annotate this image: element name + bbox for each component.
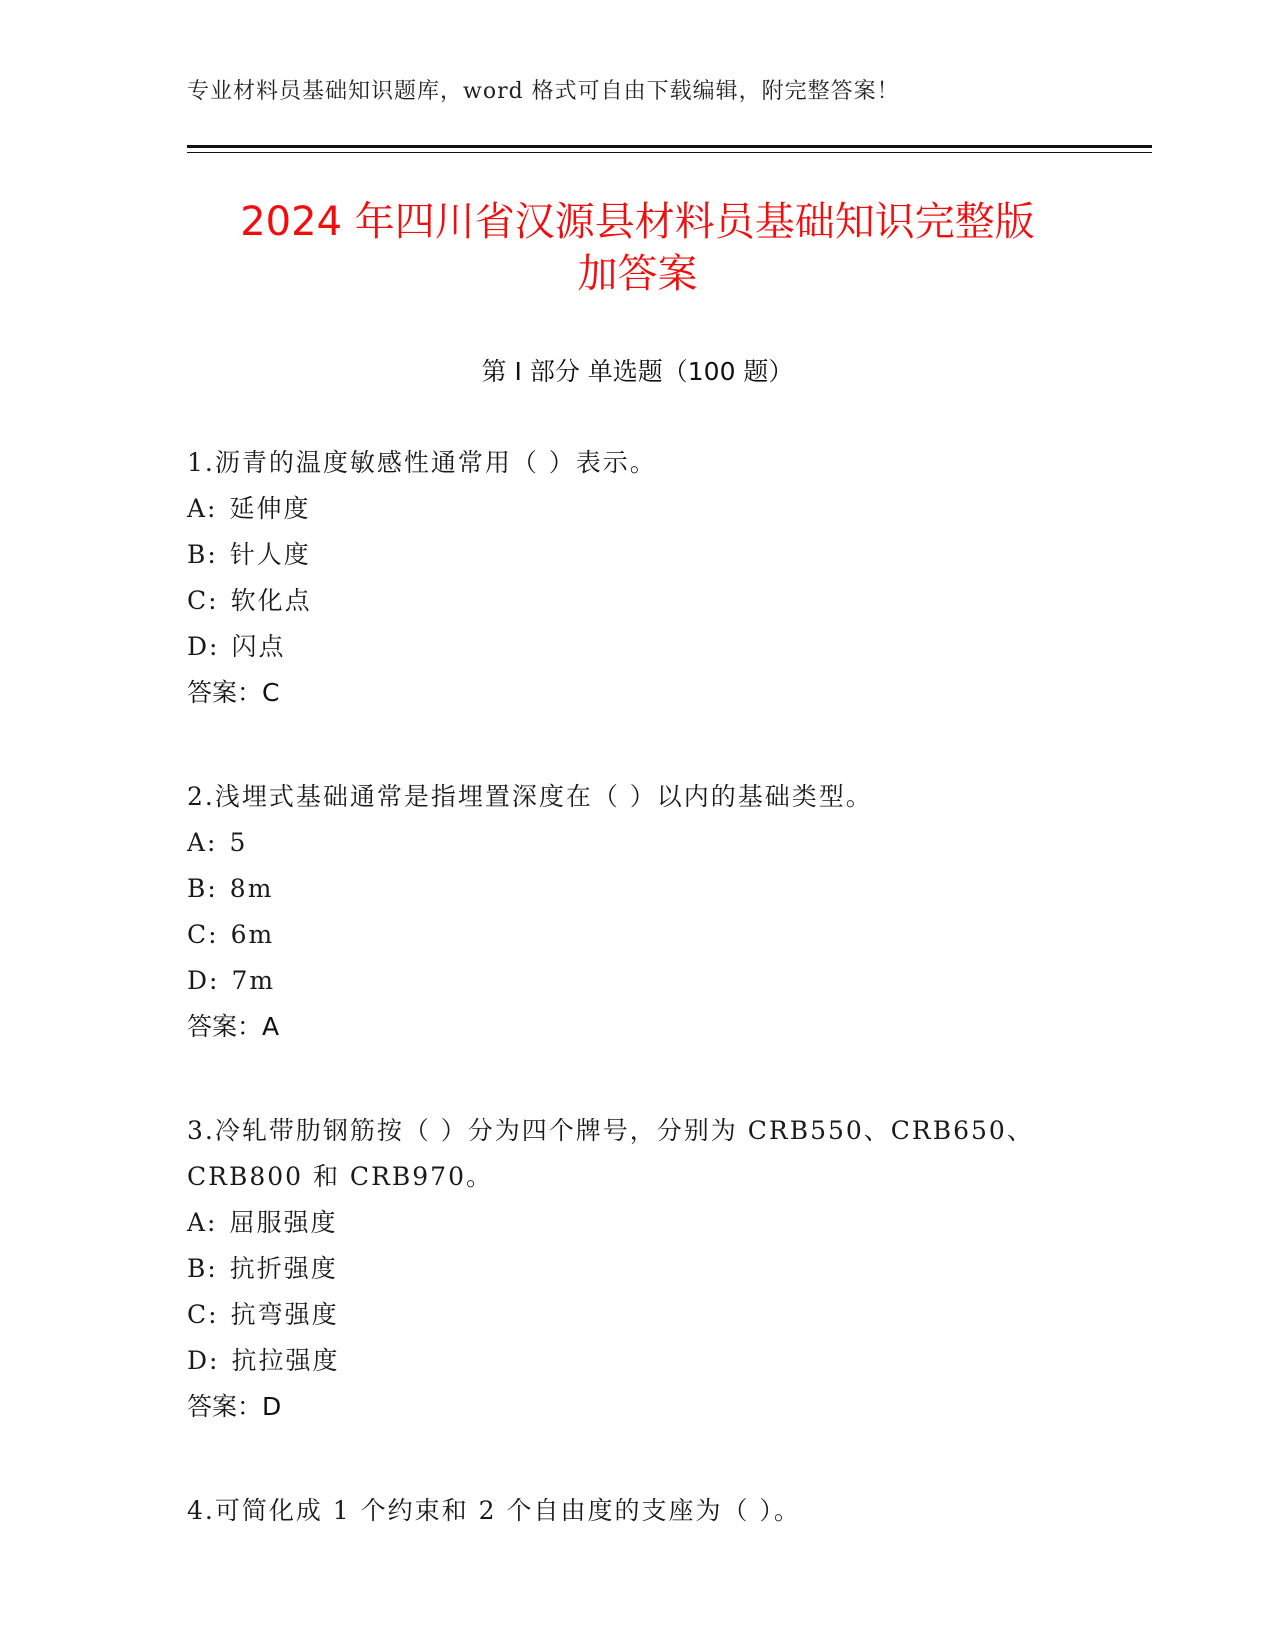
option-text: 针人度 (229, 540, 311, 569)
option-text: 闪点 (231, 632, 286, 661)
answer: 答案：A (187, 1012, 280, 1041)
answer: 答案：C (187, 678, 280, 707)
option-letter: A: (187, 828, 218, 857)
option-d (187, 624, 1067, 670)
option-text: 5 (229, 828, 248, 857)
question-text: 1.沥青的温度敏感性通常用（ ）表示。 (187, 448, 657, 477)
question-list (187, 440, 1067, 1592)
question-4 (187, 1488, 1067, 1534)
question-text: 2.浅埋式基础通常是指埋置深度在（ ）以内的基础类型。 (187, 782, 873, 811)
option-b (187, 532, 1067, 578)
option-b (187, 866, 1067, 912)
option-letter: A: (187, 1208, 218, 1237)
document-title (140, 196, 1135, 300)
option-letter: D: (187, 1346, 220, 1375)
option-letter: D: (187, 966, 220, 995)
option-c (187, 578, 1067, 624)
option-letter: D: (187, 632, 220, 661)
header-rule-thick (187, 145, 1152, 148)
option-text: 屈服强度 (229, 1208, 338, 1237)
option-text: 抗拉强度 (231, 1346, 340, 1375)
question-2 (187, 774, 1067, 1050)
option-d (187, 1338, 1067, 1384)
header-note: 专业材料员基础知识题库，word 格式可自由下载编辑，附完整答案！ (187, 79, 900, 104)
question-text: 3.冷轧带肋钢筋按（ ）分为四个牌号，分别为 CRB550、CRB650、CRB800 和 CRB970。 (187, 1116, 1034, 1191)
header-rule-thin (187, 152, 1152, 153)
option-text: 8m (229, 874, 274, 903)
option-b (187, 1246, 1067, 1292)
option-a (187, 486, 1067, 532)
question-1 (187, 440, 1067, 716)
option-letter: B: (187, 1254, 218, 1283)
option-letter: B: (187, 540, 218, 569)
option-a (187, 1200, 1067, 1246)
option-text: 抗弯强度 (230, 1300, 339, 1329)
section-heading: 第 I 部分 单选题（100 题） (481, 357, 794, 386)
option-d (187, 958, 1067, 1004)
title-line-2: 加答案 (577, 251, 698, 297)
option-c (187, 912, 1067, 958)
option-text: 抗折强度 (229, 1254, 338, 1283)
title-line-1: 2024 年四川省汉源县材料员基础知识完整版 (240, 199, 1035, 245)
option-text: 6m (230, 920, 275, 949)
option-c (187, 1292, 1067, 1338)
question-text: 4.可简化成 1 个约束和 2 个自由度的支座为（ ）。 (187, 1496, 801, 1525)
option-text: 延伸度 (229, 494, 311, 523)
option-text: 软化点 (230, 586, 312, 615)
option-a (187, 820, 1067, 866)
option-letter: B: (187, 874, 218, 903)
question-3 (187, 1108, 1067, 1430)
option-letter: C: (187, 920, 219, 949)
option-letter: A: (187, 494, 218, 523)
option-text: 7m (231, 966, 276, 995)
answer: 答案：D (187, 1392, 282, 1421)
option-letter: C: (187, 1300, 219, 1329)
option-letter: C: (187, 586, 219, 615)
